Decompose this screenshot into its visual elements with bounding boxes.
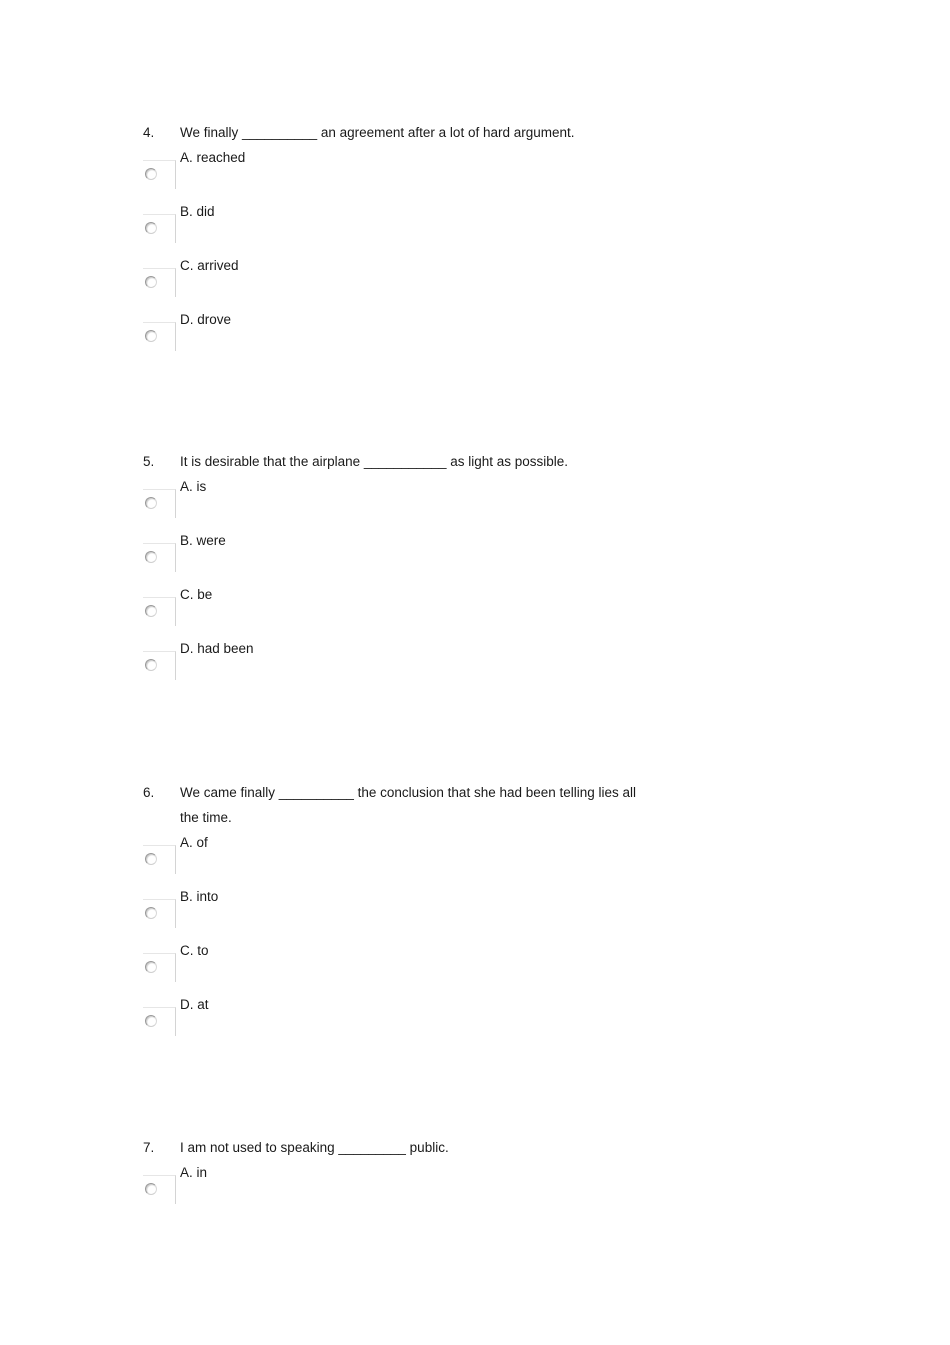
- radio-button[interactable]: [145, 605, 157, 617]
- option-label: D. drove: [180, 312, 232, 327]
- option-label: A. is: [180, 479, 207, 494]
- radio-cell: [143, 899, 176, 928]
- option-d[interactable]: [143, 312, 663, 372]
- option-label: B. were: [180, 533, 226, 548]
- radio-cell: [143, 1007, 176, 1036]
- option-label: C. be: [180, 587, 213, 602]
- question-number: 5.: [143, 454, 155, 469]
- radio-button[interactable]: [145, 659, 157, 671]
- radio-cell: [143, 268, 176, 297]
- radio-cell: [143, 214, 176, 243]
- radio-button[interactable]: [145, 330, 157, 342]
- option-label: C. arrived: [180, 258, 239, 273]
- radio-button[interactable]: [145, 1183, 157, 1195]
- option-d[interactable]: [143, 641, 663, 701]
- radio-button[interactable]: [145, 222, 157, 234]
- radio-button[interactable]: [145, 168, 157, 180]
- option-label: A. reached: [180, 150, 246, 165]
- radio-button[interactable]: [145, 551, 157, 563]
- option-b[interactable]: [143, 533, 663, 593]
- radio-button[interactable]: [145, 1015, 157, 1027]
- radio-cell: [143, 597, 176, 626]
- option-label: D. at: [180, 997, 209, 1012]
- option-label: D. had been: [180, 641, 254, 656]
- option-label: A. in: [180, 1165, 208, 1180]
- question-text: I am not used to speaking _________ public.: [180, 1140, 449, 1155]
- question-header: [143, 1135, 663, 1160]
- option-a[interactable]: [143, 835, 663, 895]
- option-label: C. to: [180, 943, 209, 958]
- question-text: We finally __________ an agreement after a lot of hard argument.: [180, 125, 575, 140]
- radio-button[interactable]: [145, 853, 157, 865]
- option-c[interactable]: [143, 943, 663, 1003]
- option-b[interactable]: [143, 889, 663, 949]
- question-7: [143, 1135, 663, 1225]
- radio-cell: [143, 845, 176, 874]
- option-label: B. into: [180, 889, 219, 904]
- radio-button[interactable]: [145, 961, 157, 973]
- option-a[interactable]: [143, 1165, 663, 1225]
- question-4: [143, 120, 663, 372]
- question-text: We came finally __________ the conclusion that she had been telling lies all the time.: [180, 785, 637, 825]
- question-header: [143, 780, 663, 830]
- question-header: [143, 449, 663, 474]
- question-5: [143, 449, 663, 701]
- radio-cell: [143, 489, 176, 518]
- option-label: A. of: [180, 835, 208, 850]
- question-number: 4.: [143, 125, 155, 140]
- question-number: 6.: [143, 785, 155, 800]
- radio-button[interactable]: [145, 907, 157, 919]
- question-header: [143, 120, 663, 145]
- radio-cell: [143, 1175, 176, 1204]
- option-d[interactable]: [143, 997, 663, 1057]
- question-number: 7.: [143, 1140, 155, 1155]
- radio-button[interactable]: [145, 497, 157, 509]
- radio-button[interactable]: [145, 276, 157, 288]
- question-text: It is desirable that the airplane ___________ as light as possible.: [180, 454, 569, 469]
- radio-cell: [143, 160, 176, 189]
- radio-cell: [143, 651, 176, 680]
- option-label: B. did: [180, 204, 215, 219]
- radio-cell: [143, 543, 176, 572]
- radio-cell: [143, 322, 176, 351]
- radio-cell: [143, 953, 176, 982]
- question-6: [143, 780, 663, 1057]
- option-a[interactable]: [143, 150, 663, 210]
